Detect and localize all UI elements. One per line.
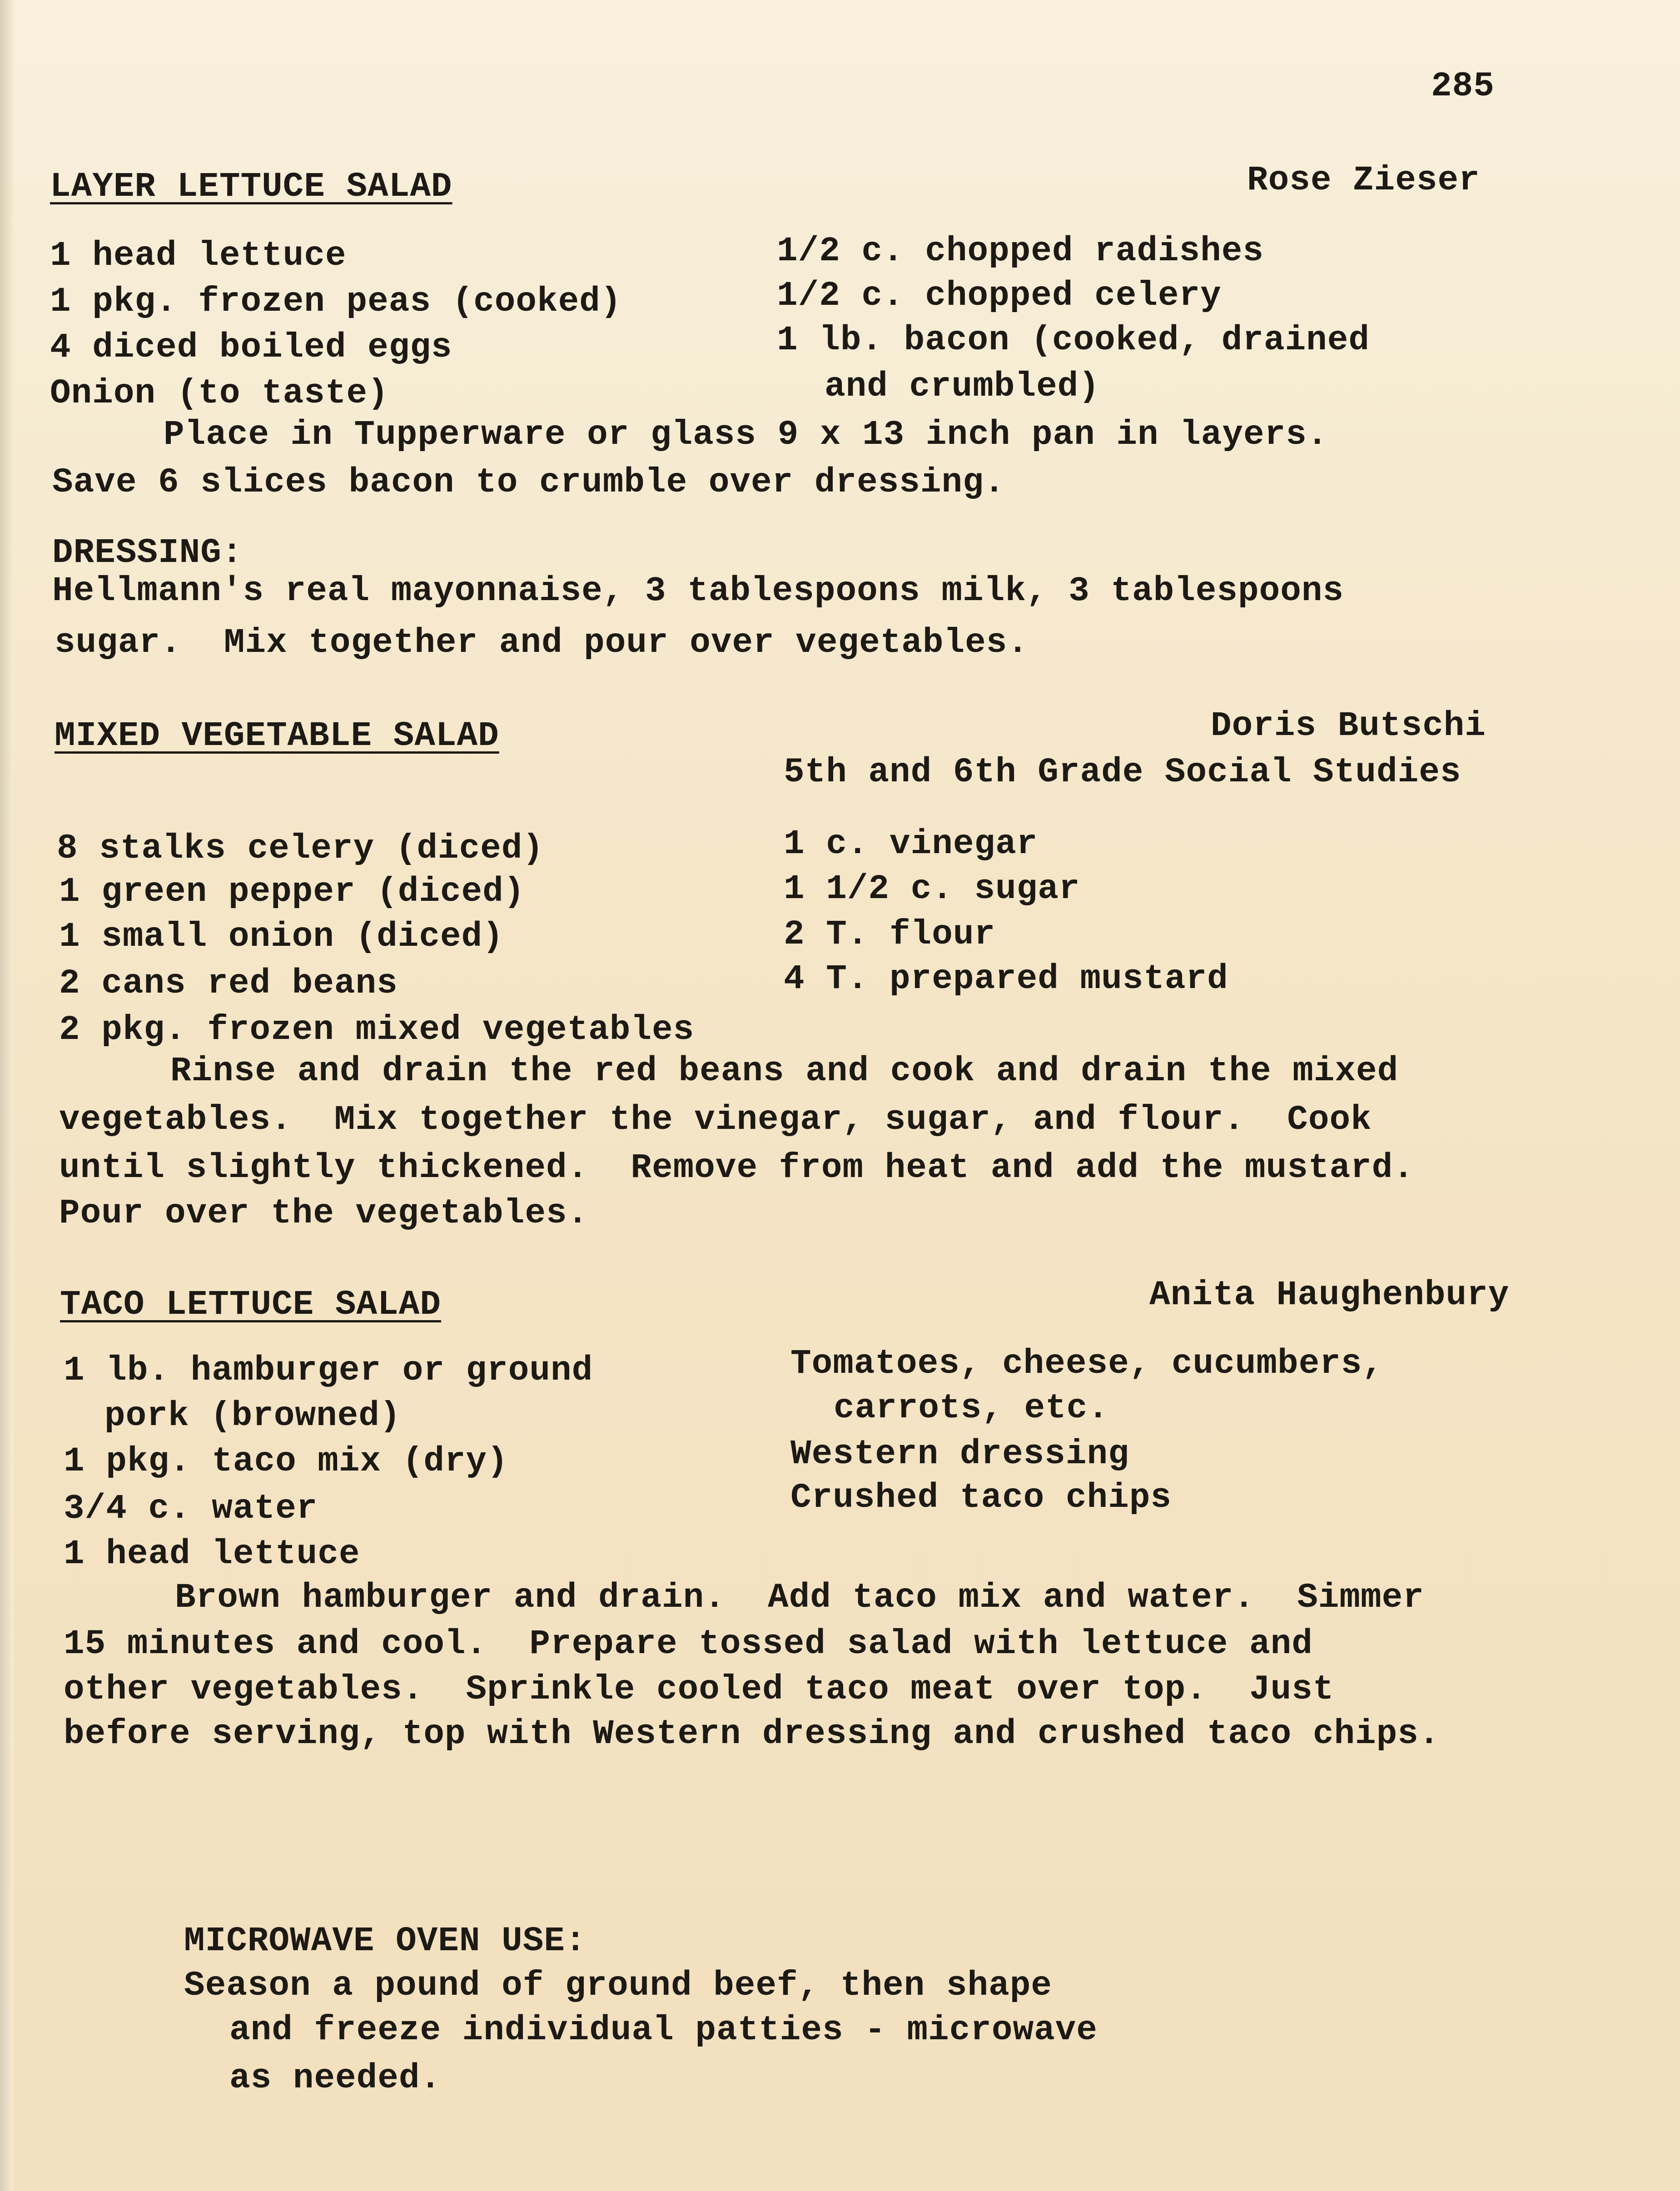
recipe-author: Anita Haughenbury — [1149, 1276, 1510, 1315]
ingredient: 4 diced boiled eggs — [50, 328, 452, 367]
direction-line: until slightly thickened. Remove from heat and add the mustard. — [59, 1148, 1414, 1187]
recipe-title: MIXED VEGETABLE SALAD — [55, 716, 499, 755]
direction-line: sugar. Mix together and pour over vegetables. — [55, 623, 1029, 662]
recipe-title: LAYER LETTUCE SALAD — [50, 167, 452, 206]
ingredient: 1/2 c. chopped radishes — [777, 232, 1264, 271]
ingredient: Western dressing — [790, 1435, 1129, 1474]
ingredient: carrots, etc. — [834, 1389, 1109, 1428]
ingredient: 2 cans red beans — [59, 964, 398, 1003]
ingredient: 8 stalks celery (diced) — [57, 829, 544, 868]
ingredient: 1 1/2 c. sugar — [784, 869, 1080, 909]
recipe-author-note: 5th and 6th Grade Social Studies — [784, 753, 1461, 792]
ingredient: 1 head lettuce — [64, 1535, 360, 1574]
tip-line: and freeze individual patties - microwave — [229, 2011, 1098, 2050]
ingredient: 1 green pepper (diced) — [59, 872, 525, 911]
ingredient: Tomatoes, cheese, cucumbers, — [790, 1344, 1384, 1383]
direction-line: Rinse and drain the red beans and cook and drain the mixed — [170, 1052, 1399, 1091]
tip-line: as needed. — [229, 2059, 442, 2098]
direction-line: 15 minutes and cool. Prepare tossed salad with lettuce and — [64, 1625, 1313, 1664]
ingredient: 1 head lettuce — [50, 236, 347, 275]
page-binding-edge — [0, 0, 14, 2191]
ingredient: 2 T. flour — [784, 915, 996, 954]
recipe-author: Doris Butschi — [1211, 706, 1486, 745]
ingredient: Onion (to taste) — [50, 374, 389, 413]
ingredient: 1 pkg. frozen peas (cooked) — [50, 282, 622, 321]
ingredient: 2 pkg. frozen mixed vegetables — [59, 1010, 695, 1049]
tip-heading: MICROWAVE OVEN USE: — [184, 1922, 587, 1961]
ingredient: 1 lb. hamburger or ground — [64, 1351, 593, 1390]
tip-line: Season a pound of ground beef, then shape — [184, 1966, 1052, 2005]
ingredient: and crumbled) — [825, 367, 1100, 406]
ingredient: 1 small onion (diced) — [59, 917, 504, 956]
direction-line: other vegetables. Sprinkle cooled taco meat over top. Just — [64, 1670, 1334, 1709]
ingredient: 4 T. prepared mustard — [784, 959, 1228, 999]
ingredient: 1/2 c. chopped celery — [777, 276, 1222, 315]
direction-line: Hellmann's real mayonnaise, 3 tablespoons milk, 3 tablespoons — [52, 571, 1344, 611]
ingredient: 1 c. vinegar — [784, 825, 1038, 864]
page-number: 285 — [1431, 67, 1495, 106]
direction-line: Place in Tupperware or glass 9 x 13 inch pan in layers. — [164, 415, 1328, 454]
ingredient: 3/4 c. water — [64, 1489, 318, 1528]
direction-line: Brown hamburger and drain. Add taco mix and water. Simmer — [175, 1578, 1424, 1617]
ingredient: pork (browned) — [104, 1396, 401, 1436]
ingredient: 1 pkg. taco mix (dry) — [64, 1442, 508, 1481]
direction-line: before serving, top with Western dressing and crushed taco chips. — [64, 1714, 1440, 1754]
direction-line: Pour over the vegetables. — [59, 1194, 589, 1233]
dressing-heading: DRESSING: — [52, 533, 243, 572]
direction-line: vegetables. Mix together the vinegar, sugar, and flour. Cook — [59, 1100, 1372, 1139]
ingredient: Crushed taco chips — [790, 1478, 1172, 1517]
ingredient: 1 lb. bacon (cooked, drained — [777, 321, 1370, 360]
direction-line: Save 6 slices bacon to crumble over dressing. — [52, 463, 1005, 502]
recipe-author: Rose Zieser — [1247, 161, 1480, 200]
recipe-title: TACO LETTUCE SALAD — [60, 1285, 441, 1324]
